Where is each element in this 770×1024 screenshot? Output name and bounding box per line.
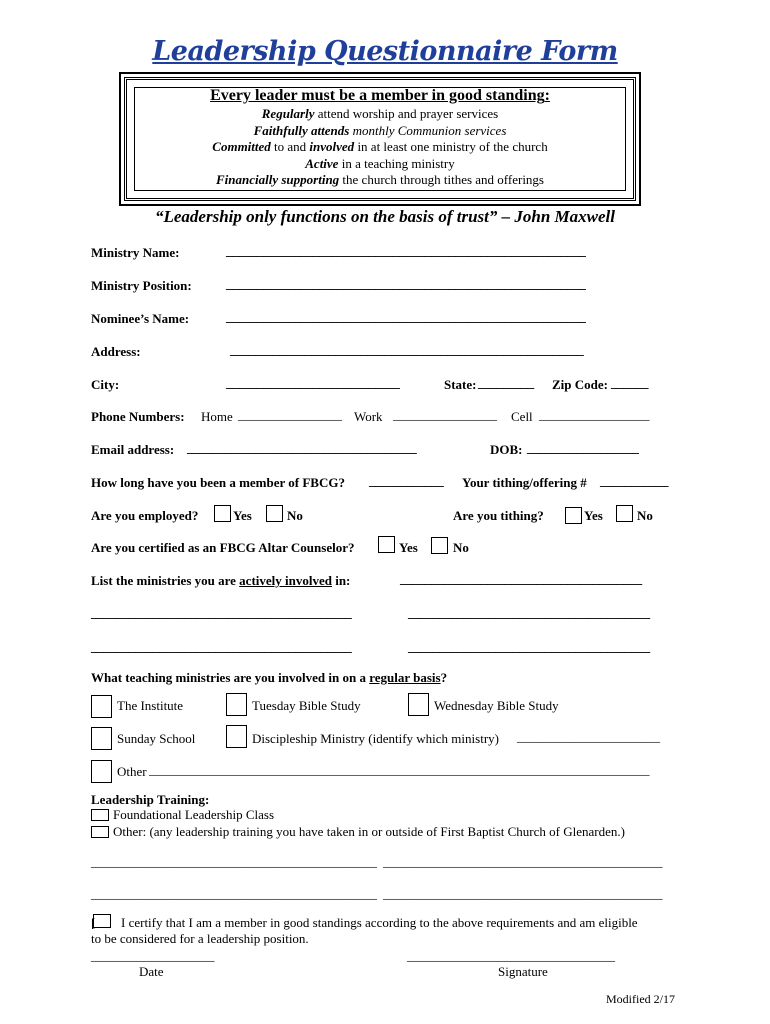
- tithing-no-label: No: [637, 508, 653, 523]
- form-title: Leadership Questionnaire Form: [152, 36, 618, 67]
- certify-statement: I certify that I am a member in good standings according to the above requirements and am eligible: [121, 915, 638, 930]
- wednesday-bible-study-label: Wednesday Bible Study: [434, 698, 559, 713]
- institute-checkbox[interactable]: [91, 695, 112, 718]
- address-label: Address:: [91, 344, 141, 359]
- modified-note: Modified 2/17: [606, 992, 675, 1006]
- ministries-field-4[interactable]: __________________________________________: [91, 639, 352, 654]
- altar-no-checkbox[interactable]: [431, 537, 448, 554]
- city-field[interactable]: ____________________________: [226, 375, 400, 390]
- cell-phone-label: Cell: [511, 409, 533, 424]
- requirement-line: Committed to and involved in at least one ministry of the church: [212, 139, 548, 154]
- altar-yes-checkbox[interactable]: [378, 536, 395, 553]
- date-field[interactable]: ___________________: [91, 948, 215, 963]
- requirement-line: Regularly attend worship and prayer services: [261, 106, 499, 121]
- ministries-field-5[interactable]: _______________________________________: [408, 639, 650, 654]
- sunday-school-checkbox[interactable]: [91, 727, 112, 750]
- ministry-position-field[interactable]: __________________________________________________________: [226, 276, 586, 291]
- training-field-4[interactable]: ___________________________________________: [383, 886, 663, 901]
- ministries-field-2[interactable]: __________________________________________: [91, 605, 352, 620]
- signature-label: Signature: [498, 964, 548, 979]
- work-phone-label: Work: [354, 409, 383, 424]
- ministry-name-field[interactable]: __________________________________________________________: [226, 243, 586, 258]
- certify-checkbox[interactable]: [: [91, 914, 111, 931]
- institute-label: The Institute: [117, 698, 184, 713]
- other-teaching-label: Other: [117, 764, 147, 779]
- work-phone-field[interactable]: ________________: [393, 407, 497, 422]
- date-label: Date: [139, 964, 164, 979]
- training-field-3[interactable]: ____________________________________________: [91, 886, 377, 901]
- tuesday-bible-study-label: Tuesday Bible Study: [252, 698, 361, 713]
- tithing-question: Are you tithing?: [453, 508, 544, 523]
- email-label: Email address:: [91, 442, 175, 457]
- requirement-line: Faithfully attends monthly Communion services: [253, 122, 507, 138]
- employed-no-checkbox[interactable]: [266, 505, 283, 522]
- tithing-number-label: Your tithing/offering #: [462, 475, 587, 490]
- employed-yes-label: Yes: [233, 508, 252, 523]
- home-phone-field[interactable]: ________________: [238, 407, 342, 422]
- ministries-field[interactable]: _______________________________________: [400, 571, 642, 586]
- zip-field[interactable]: ______: [611, 375, 649, 390]
- wednesday-bible-study-checkbox[interactable]: [408, 693, 429, 716]
- ministries-field-3[interactable]: _______________________________________: [408, 605, 650, 620]
- signature-field[interactable]: ________________________________: [407, 948, 615, 963]
- member-question: How long have you been a member of FBCG?: [91, 475, 345, 490]
- training-field-1[interactable]: ____________________________________________: [91, 854, 377, 869]
- state-field[interactable]: _________: [478, 375, 534, 390]
- ministries-question: List the ministries you are actively involved in:: [91, 573, 351, 588]
- tithing-yes-checkbox[interactable]: [565, 507, 582, 524]
- zip-label: Zip Code:: [552, 377, 608, 392]
- discipleship-field[interactable]: ______________________: [517, 729, 660, 744]
- certify-statement-continued: to be considered for a leadership position.: [91, 931, 309, 946]
- leadership-quote: “Leadership only functions on the basis of trust” – John Maxwell: [154, 207, 616, 226]
- training-field-2[interactable]: ___________________________________________: [383, 854, 663, 869]
- other-training-label: Other: (any leadership training you have taken in or outside of First Baptist Church of Glenarden.): [113, 824, 625, 839]
- requirement-line: Active in a teaching ministry: [305, 155, 455, 171]
- foundational-checkbox[interactable]: [91, 809, 109, 821]
- sunday-school-label: Sunday School: [117, 731, 196, 746]
- tithing-number-field[interactable]: ___________: [600, 473, 669, 488]
- nominee-name-field[interactable]: __________________________________________________________: [226, 309, 586, 324]
- altar-yes-label: Yes: [399, 540, 418, 555]
- altar-question: Are you certified as an FBCG Altar Counselor?: [91, 540, 355, 555]
- discipleship-label: Discipleship Ministry (identify which ministry): [252, 731, 499, 746]
- cell-phone-field[interactable]: _________________: [539, 407, 650, 422]
- training-heading: Leadership Training:: [91, 792, 210, 807]
- requirement-line: Financially supporting the church through tithes and offerings: [216, 172, 544, 187]
- city-label: City:: [91, 377, 120, 392]
- ministry-name-label: Ministry Name:: [91, 245, 180, 260]
- phone-label: Phone Numbers:: [91, 409, 185, 424]
- requirements-box: [119, 72, 641, 206]
- foundational-label: Foundational Leadership Class: [113, 807, 275, 822]
- other-teaching-field[interactable]: _____________________________________________________________________________: [149, 762, 650, 777]
- other-teaching-checkbox[interactable]: [91, 760, 112, 783]
- employed-question: Are you employed?: [91, 508, 199, 523]
- tithing-no-checkbox[interactable]: [616, 505, 633, 522]
- altar-no-label: No: [453, 540, 469, 555]
- home-phone-label: Home: [201, 409, 233, 424]
- email-field[interactable]: _____________________________________: [187, 440, 417, 455]
- requirements-heading: Every leader must be a member in good standing:: [210, 87, 550, 104]
- other-training-checkbox[interactable]: [91, 826, 109, 838]
- nominee-name-label: Nominee’s Name:: [91, 311, 190, 326]
- tuesday-bible-study-checkbox[interactable]: [226, 693, 247, 716]
- discipleship-checkbox[interactable]: [226, 725, 247, 748]
- employed-yes-checkbox[interactable]: [214, 505, 231, 522]
- employed-no-label: No: [287, 508, 303, 523]
- state-label: State:: [444, 377, 477, 392]
- member-duration-field[interactable]: ____________: [369, 473, 444, 488]
- dob-field[interactable]: __________________: [527, 440, 639, 455]
- ministry-position-label: Ministry Position:: [91, 278, 192, 293]
- tithing-yes-label: Yes: [584, 508, 603, 523]
- dob-label: DOB:: [490, 442, 523, 457]
- teaching-question: What teaching ministries are you involved in on a regular basis?: [91, 670, 448, 685]
- address-field[interactable]: _________________________________________________________: [230, 342, 584, 357]
